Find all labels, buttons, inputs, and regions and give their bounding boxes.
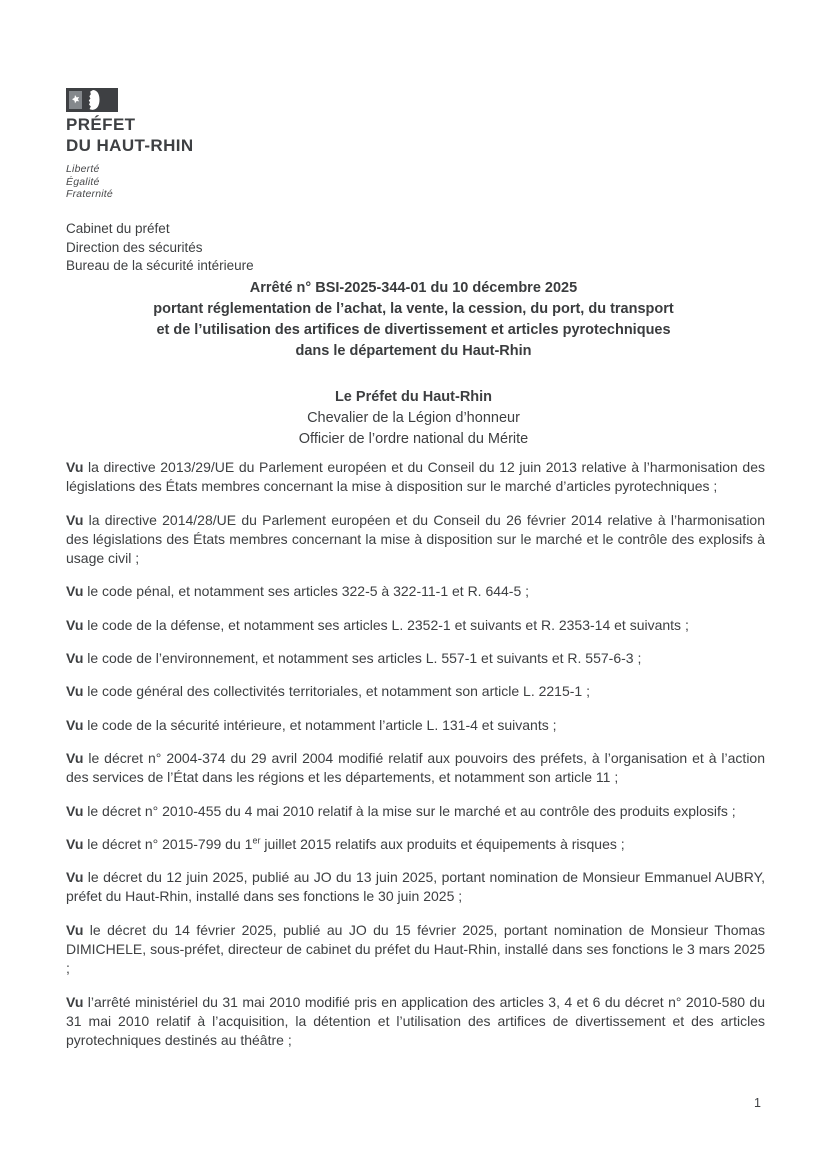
visa-lead: Vu xyxy=(66,802,84,819)
page-number: 1 xyxy=(754,1096,761,1110)
service-line-cabinet: Cabinet du préfet xyxy=(66,221,170,236)
marianne-icon xyxy=(66,88,118,112)
authority-name: Le Préfet du Haut-Rhin xyxy=(334,389,493,405)
title-line-number: Arrêté n° BSI-2025-344-01 du 10 décembre 2025 xyxy=(249,280,578,296)
visa-lead: Vu xyxy=(66,583,84,600)
institution-name-line2: DU HAUT-RHIN xyxy=(66,135,194,155)
visa-lead: Vu xyxy=(66,650,84,667)
motto-line-fraternite: Fraternité xyxy=(66,188,113,200)
visa-paragraph: Vu le décret du 14 février 2025, publié au JO du 15 février 2025, portant nomination de Monsieur Thomas DIMICHELE, sous-préfet, directeur de cabinet du préfet du Haut-Rhin, installé dans ses fonctions le 3 mars 2025 ; xyxy=(66,921,765,977)
title-line-3: et de l’utilisation des artifices de divertissement et articles pyrotechniques xyxy=(156,322,671,338)
motto-line-egalite: Égalité xyxy=(66,175,100,188)
visa-lead: Vu xyxy=(66,749,84,766)
motto xyxy=(66,163,194,201)
visa-lead: Vu xyxy=(66,683,84,700)
visa-superscript: er xyxy=(252,835,261,846)
visa-paragraph: Vu le code de l’environnement, et notamment ses articles L. 557-1 et suivants et R. 557-6-3 ; xyxy=(66,650,642,667)
visa-lead: Vu xyxy=(66,511,84,528)
authority-heading xyxy=(64,387,763,450)
visa-paragraph: Vu la directive 2014/28/UE du Parlement européen et du Conseil du 26 février 2014 relative à l’harmonisation des législations des États membres concernant la mise à disposition sur le marché et le contrôle des explosifs à usage civil ; xyxy=(66,511,766,567)
visa-lead: Vu xyxy=(66,459,84,475)
visa-paragraph: Vu l’arrêté ministériel du 31 mai 2010 modifié pris en application des articles 3, 4 et 6 du décret n° 2010-580 du 31 mai 2010 relatif à l’acquisition, la détention et l’utilisation des artifices de divertissement et des articles pyrotechniques destinés au théâtre ; xyxy=(66,993,766,1049)
visa-paragraph: Vu le code général des collectivités territoriales, et notamment son article L. 2215-1 ; xyxy=(66,683,590,700)
visa-lead: Vu xyxy=(66,993,84,1010)
visa-paragraph: Vu le décret n° 2004-374 du 29 avril 2004 modifié relatif aux pouvoirs des préfets, à l’organisation et à l’action des services de l’État dans les régions et les départements, et notamment son article 11 ; xyxy=(66,749,765,786)
service-line-bureau: Bureau de la sécurité intérieure xyxy=(66,258,254,273)
motto-line-liberte: Liberté xyxy=(66,163,100,175)
visa-lead: Vu xyxy=(66,835,84,852)
visa-lead: Vu xyxy=(66,616,84,633)
visa-lead: Vu xyxy=(66,716,84,733)
visa-paragraph: Vu le décret du 12 juin 2025, publié au JO du 13 juin 2025, portant nomination de Monsieur Emmanuel AUBRY, préfet du Haut-Rhin, installé dans ses fonctions le 30 juin 2025 ; xyxy=(66,869,766,905)
visa-paragraph: Vu le code pénal, et notamment ses articles 322-5 à 322-11-1 et R. 644-5 ; xyxy=(66,583,530,600)
visa-paragraph: Vu la directive 2013/29/UE du Parlement européen et du Conseil du 12 juin 2013 relative à l’harmonisation des législations des États membres concernant la mise à disposition sur le marché d’articles pyrotechniques ; xyxy=(66,459,766,495)
service-line-direction: Direction des sécurités xyxy=(66,239,203,255)
title-line-2: portant réglementation de l’achat, la vente, la cession, du port, du transport xyxy=(153,301,674,317)
visa-paragraph: Vu le décret n° 2010-455 du 4 mai 2010 relatif à la mise sur le marché et au contrôle des produits explosifs ; xyxy=(66,802,736,819)
visa-lead: Vu xyxy=(66,869,84,886)
institution-name-line1: PRÉFET xyxy=(66,115,136,134)
issuing-service xyxy=(66,220,254,276)
visa-paragraph: Vu le code de la défense, et notamment ses articles L. 2352-1 et suivants et R. 2353-14 et suivants ; xyxy=(66,616,689,633)
letterhead xyxy=(66,88,194,201)
document-title xyxy=(64,278,763,362)
title-line-4: dans le département du Haut-Rhin xyxy=(295,343,532,359)
visa-paragraph: Vu le décret n° 2015-799 du 1er juillet 2015 relatifs aux produits et équipements à risques ; xyxy=(66,835,625,852)
visa-lead: Vu xyxy=(66,921,84,938)
visa-list xyxy=(66,458,765,1065)
authority-honor-2: Officier de l’ordre national du Mérite xyxy=(298,431,529,447)
authority-honor-1: Chevalier de la Légion d’honneur xyxy=(307,410,520,426)
visa-paragraph: Vu le code de la sécurité intérieure, et notamment l’article L. 131-4 et suivants ; xyxy=(66,716,557,733)
